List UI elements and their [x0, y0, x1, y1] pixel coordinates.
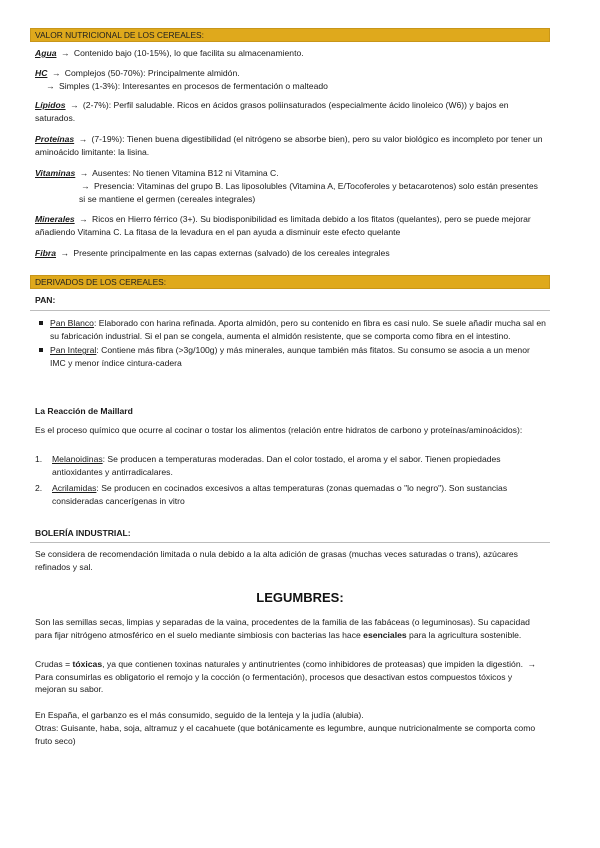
pan-heading: PAN:	[35, 295, 56, 305]
legumbres-p4: Otras: Guisante, haba, soja, altramuz y el cacahuete (que botánicamente es legumbre, aunque nutricionalmente se comporta como fruto seco)	[35, 723, 536, 746]
hc-text: Complejos (50-70%): Principalmente almidón.	[62, 68, 240, 78]
list-item-melanoidinas	[35, 453, 545, 478]
arrow-icon: →	[527, 659, 536, 669]
term-vitaminas: Vitaminas	[35, 168, 76, 178]
legumbres-p2-bold: tóxicas	[72, 659, 103, 669]
legumbres-p1-text-end: para la agricultura sostenible.	[406, 629, 522, 640]
arrow-icon: →	[81, 181, 90, 191]
term-acrilamidas: Acrilamidas	[52, 483, 97, 494]
item-lipidos	[35, 99, 545, 124]
divider	[30, 310, 550, 311]
pan-list	[36, 317, 546, 369]
vitaminas-text: Ausentes: No tienen Vitamina B12 ni Vitamina C.	[90, 168, 279, 178]
pan-blanco-text: : Elaborado con harina refinada. Aporta almidón, pero su contenido en fibra es casi nulo. Se suele añadir mucha sal en su fabricación industrial. Si el pan se congela, aumenta el almidón resistente, que se comporta como fibra en el intestino.	[50, 318, 546, 341]
boleria-heading: BOLERÍA INDUSTRIAL:	[35, 528, 131, 538]
arrow-icon: →	[46, 81, 55, 91]
lipidos-text: (2-7%): Perfil saludable. Ricos en ácidos grasos poliinsaturados (especialmente ácido linoleico (W6)) y bajos en saturados.	[35, 100, 509, 123]
proteinas-text: (7-19%): Tienen buena digestibilidad (el nitrógeno se absorbe bien), pero su valor biológico es incompleto por tener un aminoácido limitante: la lisina.	[35, 134, 543, 157]
vitaminas-presencia-text: Presencia: Vitaminas del grupo B. Las liposolubles (Vitamina A, E/Tocoferoles y betacarotenos) solo están presentes si se mantiene el germen (cereales integrales)	[79, 181, 538, 204]
list-item-pan-integral	[36, 344, 546, 369]
term-pan-blanco: Pan Blanco	[50, 318, 94, 328]
arrow-icon: →	[79, 168, 89, 178]
legumbres-p1	[35, 616, 545, 641]
item-vitaminas	[35, 167, 545, 180]
acrilamidas-text: : Se producen en cocinados excesivos a altas temperaturas (zonas quemadas o "lo negro"). Son sustancias consideradas cancerígenas in vitro	[52, 483, 508, 506]
list-number: 1.	[35, 454, 43, 464]
legumbres-p2-text-mid: , ya que contienen toxinas naturales y antinutrientes (como inhibidores de proteasas) que impiden la digestión.	[102, 659, 526, 669]
legumbres-p3: En España, el garbanzo es el más consumido, seguido de la lenteja y la judía (alubia).	[35, 710, 364, 720]
legumbres-p2-text: Crudas =	[35, 659, 73, 669]
arrow-icon: →	[60, 248, 69, 258]
item-hc-simples	[35, 80, 554, 93]
section-header-derivados: DERIVADOS DE LOS CEREALES:	[30, 275, 550, 289]
minerales-text: Ricos en Hierro férrico (3+). Su biodisponibilidad es limitada debido a los fitatos (quelantes), pero se puede mejorar añadiendo Vitamina C. La fitasa de la levadura en el pan ayuda a disminuir este efecto quelante	[35, 214, 531, 237]
pan-integral-text: : Contiene más fibra (>3g/100g) y más minerales, aunque también más fitatos. Su consumo se asocia a un menor IMC y menor índice cintura-cadera	[50, 345, 530, 368]
maillard-list	[35, 453, 545, 507]
item-fibra	[35, 247, 545, 260]
list-item-pan-blanco	[36, 317, 546, 342]
list-number: 2.	[35, 483, 43, 494]
term-agua: Agua	[35, 48, 57, 58]
legumbres-title: LEGUMBRES:	[256, 590, 344, 605]
term-pan-integral: Pan Integral	[50, 345, 97, 356]
term-fibra: Fibra	[35, 248, 57, 258]
fibra-text: Presente principalmente en las capas externas (salvado) de los cereales integrales	[71, 248, 390, 258]
item-agua	[35, 47, 545, 60]
legumbres-p1-bold: esenciales	[363, 629, 407, 640]
boleria-text: Se considera de recomendación limitada o nula debido a la alta adición de grasas (muchas veces saturadas o trans), azúcares refinados y sal.	[35, 549, 518, 572]
term-lipidos: Lípidos	[35, 100, 66, 110]
bullet-icon	[39, 321, 43, 325]
term-hc: HC	[35, 68, 48, 78]
maillard-heading: La Reacción de Maillard	[35, 406, 133, 416]
divider	[30, 542, 550, 543]
hc-simples-text: Simples (1-3%): Interesantes en procesos de fermentación o malteado	[56, 81, 328, 91]
agua-text: Contenido bajo (10-15%), lo que facilita su almacenamiento.	[71, 48, 304, 58]
item-proteinas	[35, 133, 545, 158]
item-vitaminas-presencia	[35, 180, 545, 205]
term-proteinas: Proteínas	[35, 134, 75, 144]
arrow-icon: →	[69, 100, 79, 110]
maillard-intro: Es el proceso químico que ocurre al cocinar o tostar los alimentos (relación entre hidratos de carbono y proteínas/aminoácidos):	[35, 425, 523, 435]
legumbres-p1-text: Son las semillas secas, limpias y separadas de la vaina, procedentes de la familia de las fabáceas (o leguminosas). Su capacidad para fijar nitrógeno atmosférico en el suelo mediante simbiosis con bacterias las hace	[35, 617, 530, 640]
list-item-acrilamidas	[35, 482, 545, 507]
item-hc	[35, 67, 545, 80]
term-minerales: Minerales	[35, 214, 75, 224]
item-minerales	[35, 213, 545, 238]
arrow-icon: →	[60, 48, 70, 58]
arrow-icon: →	[78, 134, 88, 144]
legumbres-p2	[35, 658, 545, 696]
melanoidinas-text: : Se producen a temperaturas moderadas. Dan el color tostado, el aroma y el sabor. Tienen propiedades antioxidantes y antirradicalares.	[52, 454, 501, 477]
bullet-icon	[39, 348, 43, 352]
legumbres-p2-text-end: Para consumirlas es obligatorio el remojo y la cocción (o fermentación), procesos que desactivan estos compuestos tóxicos y mejoran su sabor.	[35, 671, 513, 695]
arrow-icon: →	[79, 214, 88, 224]
arrow-icon: →	[51, 68, 61, 78]
section-header-valor-nutricional: VALOR NUTRICIONAL DE LOS CEREALES:	[30, 28, 550, 42]
term-melanoidinas: Melanoidinas	[52, 454, 103, 464]
